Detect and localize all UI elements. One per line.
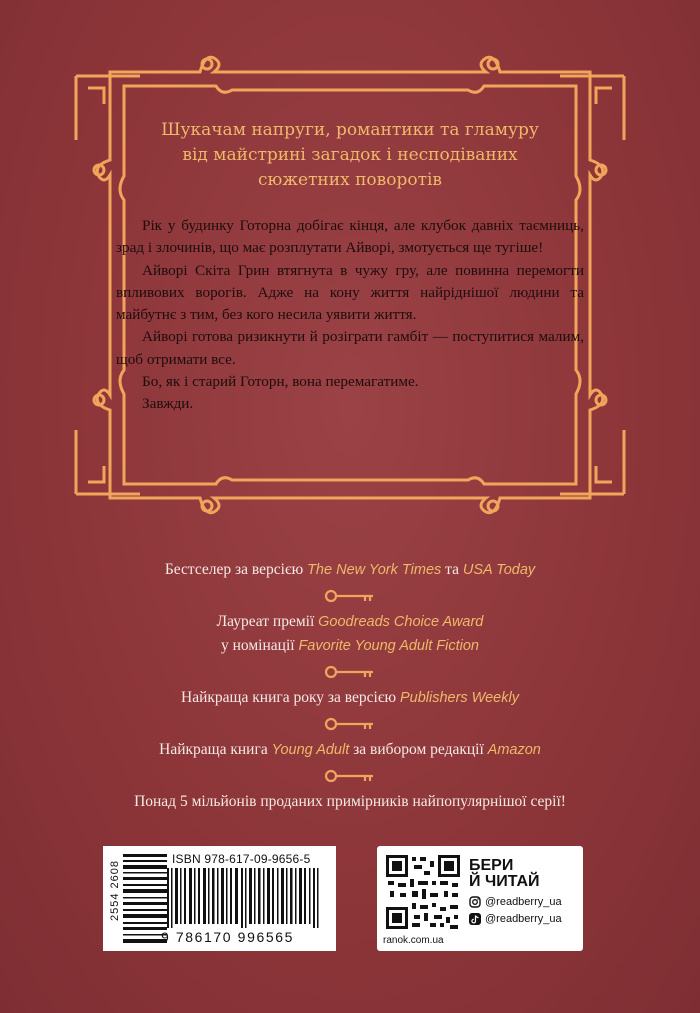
award-highlight: USA Today: [462, 562, 536, 578]
blurb-paragraph: Рік у будинку Готорна добігає кінця, але клубок давніх таємниць, зрад і злочинів, що має розплутати Айворі, змотується ще тугіше!: [116, 217, 584, 257]
key-icon: [0, 762, 700, 790]
tagline-line: сюжетних поворотів: [258, 170, 442, 190]
award-text: та: [441, 561, 463, 578]
blurb: [116, 215, 584, 416]
tagline-line: Шукачам напруги, романтики та гламуру: [161, 120, 539, 140]
key-icon: [0, 710, 700, 738]
award-amazon: [0, 738, 700, 762]
award-highlight: Favorite Young Adult Fiction: [298, 638, 479, 654]
instagram-icon: [469, 896, 481, 908]
award-copies-sold: Понад 5 мільйонів проданих примірників найпопулярнішої серії!: [134, 793, 566, 810]
qr-code-icon: [384, 853, 462, 931]
instagram-text: @readberry_ua: [485, 896, 562, 908]
awards-list: [0, 558, 700, 814]
award-text: за вибором редакції: [349, 741, 488, 758]
small-code: 2554 2608: [109, 860, 121, 921]
publisher-panel: [377, 846, 583, 951]
brand-line: Й ЧИТАЙ: [469, 873, 540, 890]
key-icon: [0, 582, 700, 610]
isbn-number: 9 786170 996565: [161, 929, 294, 945]
award-text: Найкраща книга: [159, 741, 272, 758]
isbn-label: ISBN 978-617-09-9656-5: [172, 852, 311, 866]
instagram-handle[interactable]: [469, 896, 562, 908]
award-highlight: The New York Times: [307, 562, 442, 578]
brand-line: БЕРИ: [469, 857, 514, 874]
blurb-paragraph: Завжди.: [142, 395, 194, 413]
award-text: Бестселер за версією: [164, 561, 308, 578]
blurb-paragraph: Бо, як і старий Готорн, вона перемагатиме.: [142, 373, 419, 391]
isbn-barcode: [167, 868, 327, 928]
award-highlight: Young Adult: [271, 742, 350, 758]
brand-logo: [469, 858, 540, 890]
award-highlight: Goodreads Choice Award: [318, 614, 484, 630]
award-goodreads: [0, 610, 700, 634]
award-highlight: Publishers Weekly: [399, 690, 519, 706]
award-highlight: Amazon: [487, 742, 541, 758]
key-icon: [0, 658, 700, 686]
award-text: Лауреат премії: [216, 613, 319, 630]
tagline-line: від майстрині загадок і несподіваних: [182, 145, 518, 165]
blurb-paragraph: Айворі готова ризикнути й розіграти гамбіт — поступитися малим, щоб отримати все.: [116, 328, 584, 368]
barcode-panel: [103, 846, 336, 951]
award-text: у номінації: [220, 637, 299, 654]
award-bestseller: [0, 558, 700, 582]
award-text: Найкраща книга року за версією: [181, 689, 400, 706]
blurb-paragraph: Айворі Скіта Грин втягнута в чужу гру, але повинна перемогти впливових ворогів. Адже на кону життя найріднішої людини та майбутнє з тим, без кого несила уявити життя.: [116, 261, 584, 324]
tiktok-handle[interactable]: [469, 913, 562, 925]
website-link[interactable]: ranok.com.ua: [383, 935, 444, 946]
tiktok-icon: [469, 913, 481, 925]
award-nomination: [0, 634, 700, 658]
tagline: [140, 118, 560, 193]
tiktok-text: @readberry_ua: [485, 913, 562, 925]
award-publishers-weekly: [0, 686, 700, 710]
